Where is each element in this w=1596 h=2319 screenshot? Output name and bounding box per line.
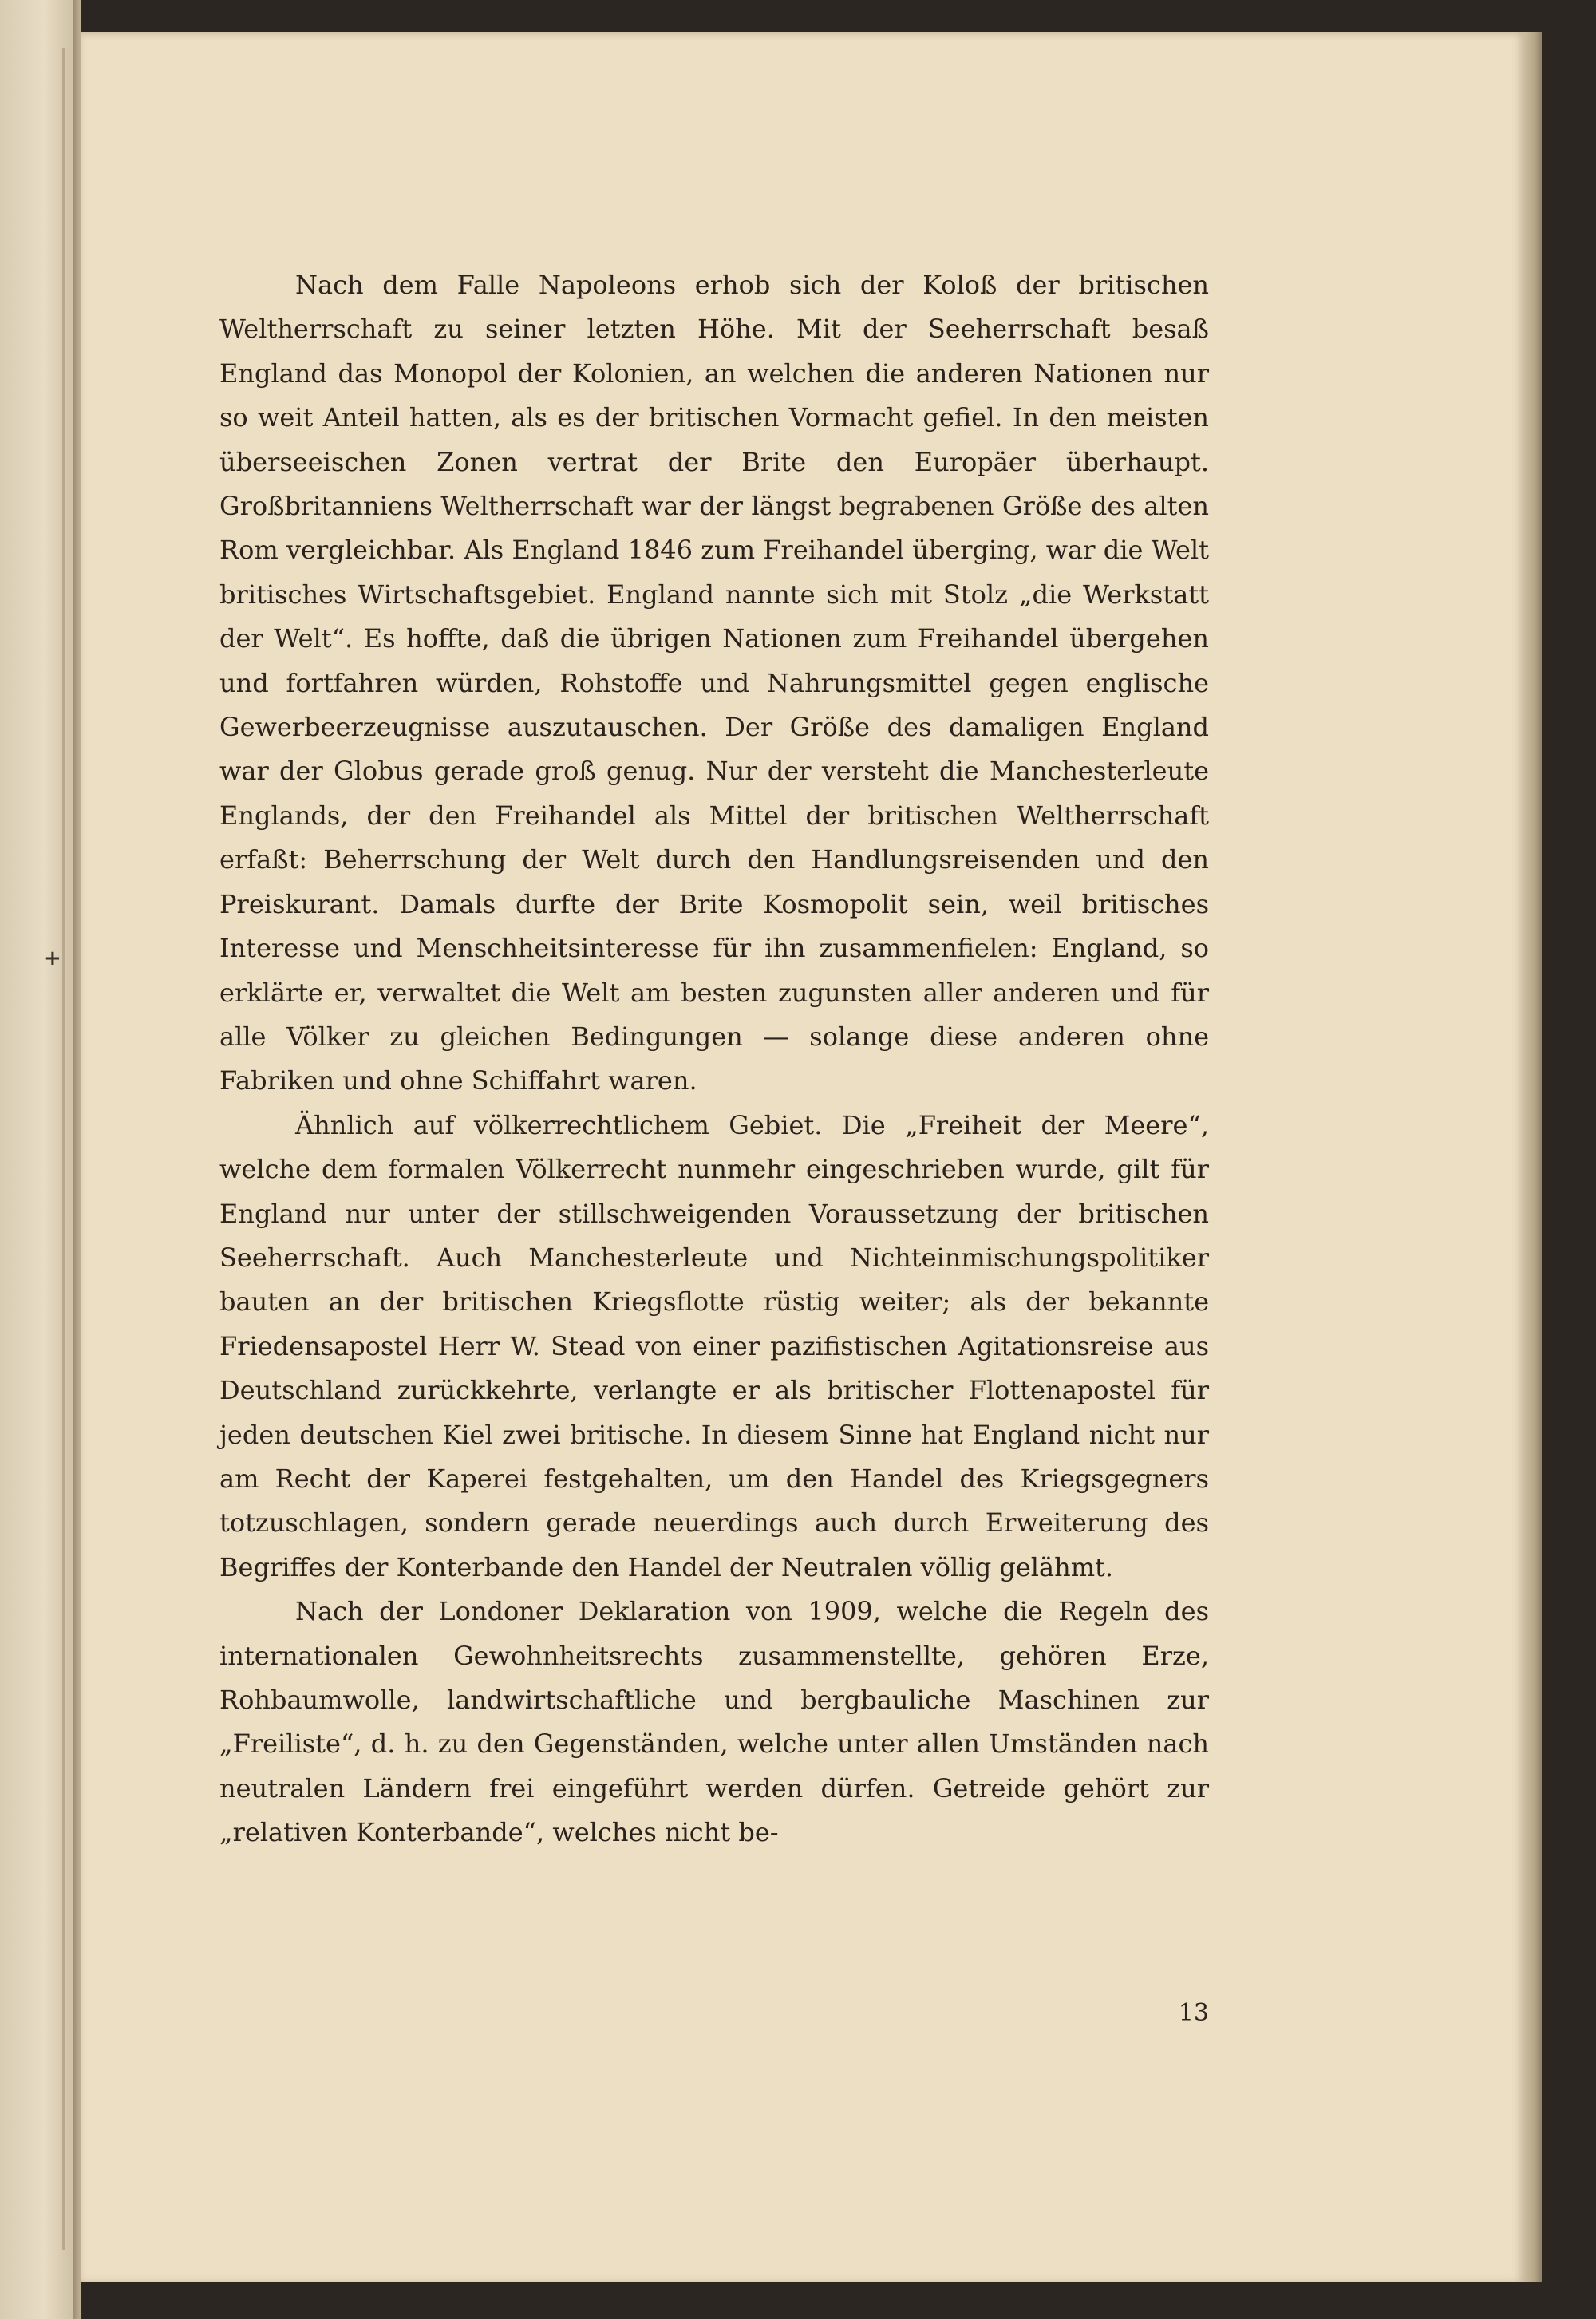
page-number: 13 <box>1178 1999 1209 2027</box>
page-stack-edge <box>1524 32 1542 2282</box>
left-page-edge <box>62 48 65 2250</box>
paragraph-1: Nach dem Falle Napoleons erhob sich der Koloß der britischen Weltherrschaft zu seiner letzten Höhe. Mit der Seeherrschaft besaß England das Monopol der Kolonien, an welchen die anderen Nationen nur so weit Anteil hatten, als es der britischen Vormacht gefiel. In den meisten überseeischen Zonen vertrat der Brite den Europäer überhaupt. Großbritanniens Weltherrschaft war der längst begrabenen Größe des alten Rom vergleichbar. Als England 1846 zum Freihandel überging, war die Welt britisches Wirtschaftsgebiet. England nannte sich mit Stolz „die Werkstatt der Welt“. Es hoffte, daß die übrigen Nationen zum Freihandel übergehen und fortfahren würden, Rohstoffe und Nahrungsmittel gegen englische Gewerbeerzeugnisse auszutauschen. Der Größe des damaligen England war der Globus gerade groß genug. Nur der versteht die Manchesterleute Englands, der den Freihandel als Mittel der britischen Weltherrschaft erfaßt: Beherrschung der Welt durch den Handlungsreisenden und den Preiskurant. Damals durfte der Brite Kosmopolit sein, weil britisches Interesse und Menschheitsinteresse für ihn zusammenfielen: England, so erklärte er, verwaltet die Welt am besten zugunsten aller anderen und für alle Völker zu gleichen Bedingungen — solange diese anderen ohne Fabriken und ohne Schiffahrt waren. <box>219 270 1209 1096</box>
book-gutter <box>73 0 81 2319</box>
paragraph-2: Ähnlich auf völkerrechtlichem Gebiet. Die „Freiheit der Meere“, welche dem formalen Völkerrecht nunmehr eingeschrieben wurde, gilt für England nur unter der stillschweigenden Voraussetzung der britischen Seeherrschaft. Auch Manchesterleute und Nichteinmischungspolitiker bauten an der britischen Kriegsflotte rüstig weiter; als der bekannte Friedensapostel Herr W. Stead von einer pazifistischen Agitationsreise aus Deutschland zurückkehrte, verlangte er als britischer Flottenapostel für jeden deutschen Kiel zwei britische. In diesem Sinne hat England nicht nur am Recht der Kaperei festgehalten, um den Handel des Kriegsgegners totzuschlagen, sondern gerade neuerdings auch durch Erweiterung des Begriffes der Konterbande den Handel der Neutralen völlig gelähmt. <box>219 1109 1209 1582</box>
body-text <box>219 263 1209 1855</box>
paragraph-3: Nach der Londoner Deklaration von 1909, welche die Regeln des internationalen Gewohnheitsrechts zusammenstellte, gehören Erze, Rohbaumwolle, landwirtschaftliche und bergbauliche Maschinen zur „Freiliste“, d. h. zu den Gegenständen, welche unter allen Umständen nach neutralen Ländern frei eingeführt werden dürfen. Getreide gehört zur „relativen Konterbande“, welches nicht be- <box>219 1596 1209 1848</box>
margin-mark: + <box>44 946 61 970</box>
